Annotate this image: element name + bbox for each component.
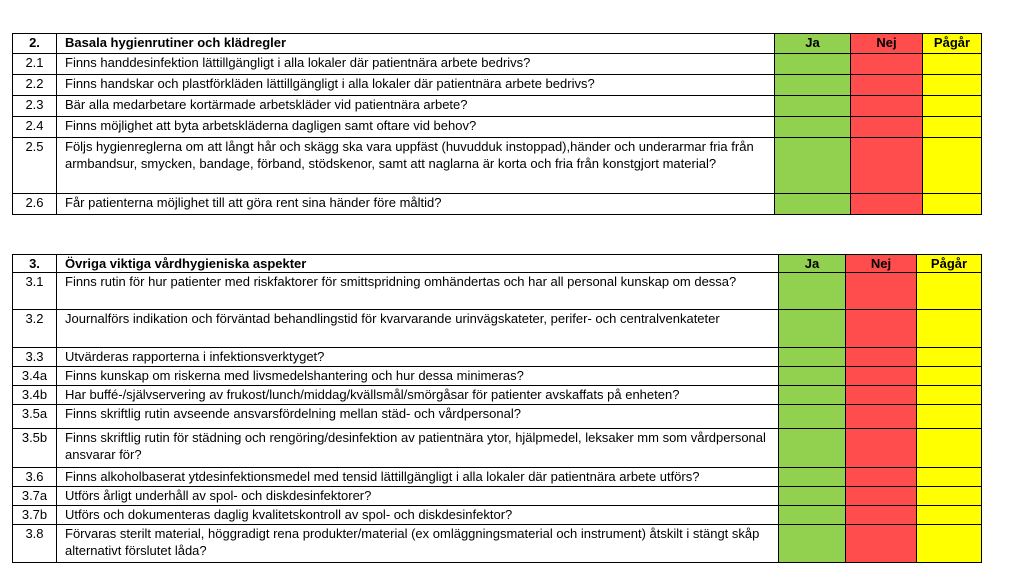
answer-cell-pagar[interactable] — [923, 75, 982, 96]
question-text: Finns kunskap om riskerna med livsmedelshantering och hur dessa minimeras? — [57, 367, 779, 386]
table-row — [13, 138, 982, 194]
question-text: Finns alkoholbaserat ytdesinfektionsmedel med tensid lättillgängligt i alla lokaler där patientnära arbete utförs? — [57, 468, 779, 487]
question-text: Har buffé-/självservering av frukost/lunch/middag/kvällsmål/smörgåsar för patienter avskaffats på enheten? — [57, 386, 779, 405]
answer-cell-ja[interactable] — [779, 386, 846, 405]
answer-cell-ja[interactable] — [775, 54, 851, 75]
column-header-ja: Ja — [779, 255, 846, 273]
question-text: Finns skriftlig rutin avseende ansvarsfördelning mellan städ- och vårdpersonal? — [57, 405, 779, 429]
answer-cell-nej[interactable] — [851, 194, 923, 215]
question-number: 3.6 — [13, 468, 57, 487]
answer-cell-pagar[interactable] — [917, 367, 982, 386]
question-text: Finns möjlighet att byta arbetskläderna dagligen samt oftare vid behov? — [57, 117, 775, 138]
answer-cell-pagar[interactable] — [923, 96, 982, 117]
question-number: 2.5 — [13, 138, 57, 194]
question-number: 3.8 — [13, 525, 57, 563]
answer-cell-nej[interactable] — [851, 75, 923, 96]
question-text: Utförs och dokumenteras daglig kvalitetskontroll av spol- och diskdesinfektor? — [57, 506, 779, 525]
answer-cell-pagar[interactable] — [923, 194, 982, 215]
answer-cell-pagar[interactable] — [917, 525, 982, 563]
table-row — [13, 506, 982, 525]
answer-cell-pagar[interactable] — [923, 54, 982, 75]
question-number: 2.2 — [13, 75, 57, 96]
question-number: 3.4b — [13, 386, 57, 405]
question-number: 3.4a — [13, 367, 57, 386]
answer-cell-pagar[interactable] — [917, 348, 982, 367]
question-text: Följs hygienreglerna om att långt hår och skägg ska vara uppfäst (huvudduk instoppad),händer och underarmar fria från armbandsur, smycken, bandage, förband, stödskenor, samt att naglarna är korta och fria från konstgjort material? — [57, 138, 775, 194]
question-number: 3.7b — [13, 506, 57, 525]
column-header-pagar: Pågår — [917, 255, 982, 273]
answer-cell-nej[interactable] — [846, 367, 917, 386]
answer-cell-pagar[interactable] — [917, 405, 982, 429]
question-number: 3.3 — [13, 348, 57, 367]
table-row — [13, 348, 982, 367]
answer-cell-ja[interactable] — [779, 348, 846, 367]
answer-cell-pagar[interactable] — [917, 506, 982, 525]
answer-cell-nej[interactable] — [846, 348, 917, 367]
question-text: Finns rutin för hur patienter med riskfaktorer för smittspridning omhändertas och har all personal kunskap om dessa? — [57, 273, 779, 310]
answer-cell-nej[interactable] — [846, 506, 917, 525]
answer-cell-pagar[interactable] — [917, 273, 982, 310]
table-row — [13, 367, 982, 386]
answer-cell-pagar[interactable] — [917, 487, 982, 506]
table-row — [13, 273, 982, 310]
answer-cell-ja[interactable] — [775, 75, 851, 96]
question-text: Utförs årligt underhåll av spol- och diskdesinfektorer? — [57, 487, 779, 506]
table-row — [13, 429, 982, 468]
table-row — [13, 117, 982, 138]
answer-cell-pagar[interactable] — [917, 386, 982, 405]
answer-cell-ja[interactable] — [779, 429, 846, 468]
answer-cell-ja[interactable] — [779, 405, 846, 429]
answer-cell-nej[interactable] — [846, 310, 917, 348]
answer-cell-nej[interactable] — [846, 386, 917, 405]
question-text: Utvärderas rapporterna i infektionsverktyget? — [57, 348, 779, 367]
answer-cell-pagar[interactable] — [923, 117, 982, 138]
column-header-nej: Nej — [846, 255, 917, 273]
answer-cell-nej[interactable] — [851, 117, 923, 138]
column-header-ja: Ja — [775, 34, 851, 54]
answer-cell-ja[interactable] — [775, 117, 851, 138]
question-text: Finns handdesinfektion lättillgängligt i alla lokaler där patientnära arbete bedrivs? — [57, 54, 775, 75]
answer-cell-nej[interactable] — [846, 525, 917, 563]
question-text: Finns skriftlig rutin för städning och rengöring/desinfektion av patientnära ytor, hjälpmedel, leksaker mm som vårdpersonal ansvarar för? — [57, 429, 779, 468]
table-row — [13, 405, 982, 429]
answer-cell-ja[interactable] — [779, 487, 846, 506]
answer-cell-pagar[interactable] — [923, 138, 982, 194]
answer-cell-nej[interactable] — [851, 96, 923, 117]
answer-cell-ja[interactable] — [775, 194, 851, 215]
answer-cell-ja[interactable] — [779, 525, 846, 563]
answer-cell-nej[interactable] — [846, 429, 917, 468]
section-header-row — [13, 34, 982, 54]
question-number: 3.7a — [13, 487, 57, 506]
answer-cell-ja[interactable] — [779, 506, 846, 525]
answer-cell-ja[interactable] — [779, 273, 846, 310]
answer-cell-ja[interactable] — [779, 310, 846, 348]
answer-cell-pagar[interactable] — [917, 468, 982, 487]
question-text: Journalförs indikation och förväntad behandlingstid för kvarvarande urinvägskateter, perifer- och centralvenkateter — [57, 310, 779, 348]
table-row — [13, 487, 982, 506]
column-header-nej: Nej — [851, 34, 923, 54]
answer-cell-nej[interactable] — [851, 54, 923, 75]
section-number: 3. — [13, 255, 57, 273]
table-row — [13, 54, 982, 75]
question-number: 3.1 — [13, 273, 57, 310]
answer-cell-nej[interactable] — [846, 487, 917, 506]
question-number: 3.5b — [13, 429, 57, 468]
table-row — [13, 525, 982, 563]
section-header-row — [13, 255, 982, 273]
question-number: 2.3 — [13, 96, 57, 117]
table-row — [13, 96, 982, 117]
answer-cell-ja[interactable] — [775, 138, 851, 194]
question-text: Bär alla medarbetare kortärmade arbetskläder vid patientnära arbete? — [57, 96, 775, 117]
question-number: 2.1 — [13, 54, 57, 75]
table-row — [13, 75, 982, 96]
section-3-table — [12, 254, 982, 563]
answer-cell-nej[interactable] — [846, 273, 917, 310]
section-2-table — [12, 33, 982, 215]
column-header-pagar: Pågår — [923, 34, 982, 54]
question-number: 3.5a — [13, 405, 57, 429]
question-text: Finns handskar och plastförkläden lättillgängligt i alla lokaler där patientnära arbete bedrivs? — [57, 75, 775, 96]
table-row — [13, 386, 982, 405]
section-title: Basala hygienrutiner och klädregler — [57, 34, 775, 54]
question-number: 2.4 — [13, 117, 57, 138]
answer-cell-nej[interactable] — [851, 138, 923, 194]
question-number: 2.6 — [13, 194, 57, 215]
section-number: 2. — [13, 34, 57, 54]
answer-cell-nej[interactable] — [846, 405, 917, 429]
answer-cell-nej[interactable] — [846, 468, 917, 487]
answer-cell-ja[interactable] — [779, 367, 846, 386]
table-row — [13, 194, 982, 215]
section-title: Övriga viktiga vårdhygieniska aspekter — [57, 255, 779, 273]
answer-cell-pagar[interactable] — [917, 310, 982, 348]
question-text: Får patienterna möjlighet till att göra rent sina händer före måltid? — [57, 194, 775, 215]
question-text: Förvaras sterilt material, höggradigt rena produkter/material (ex omläggningsmaterial och instrument) åtskilt i stängt skåp alternativt förslutet låda? — [57, 525, 779, 563]
table-row — [13, 310, 982, 348]
table-row — [13, 468, 982, 487]
answer-cell-ja[interactable] — [775, 96, 851, 117]
answer-cell-ja[interactable] — [779, 468, 846, 487]
question-number: 3.2 — [13, 310, 57, 348]
answer-cell-pagar[interactable] — [917, 429, 982, 468]
